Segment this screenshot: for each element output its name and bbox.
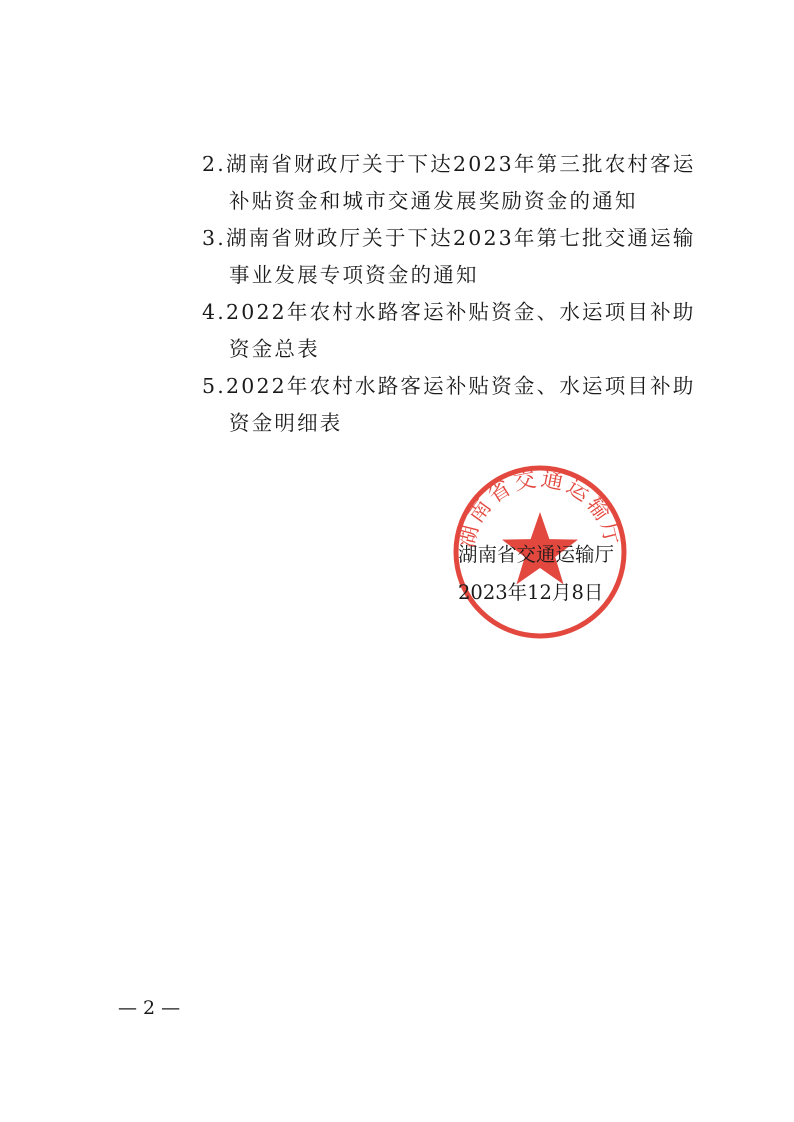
attachment-list xyxy=(202,146,702,442)
attachment-item-2: 2.湖南省财政厅关于下达2023年第三批农村客运补贴资金和城市交通发展奖励资金的通知 xyxy=(202,152,696,213)
page-number: — 2 — xyxy=(118,997,181,1019)
attachment-item-3: 3.湖南省财政厅关于下达2023年第七批交通运输事业发展专项资金的通知 xyxy=(202,226,696,287)
attachment-item-5: 5.2022年农村水路客运补贴资金、水运项目补助资金明细表 xyxy=(202,374,696,435)
seal-text: 湖南省交通运输厅 xyxy=(454,466,626,551)
signature-organization: 湖南省交通运输厅 xyxy=(458,543,615,566)
attachment-item-4: 4.2022年农村水路客运补贴资金、水运项目补助资金总表 xyxy=(202,300,696,361)
signature-block xyxy=(458,536,658,612)
signature-date: 2023年12月8日 xyxy=(458,581,604,604)
